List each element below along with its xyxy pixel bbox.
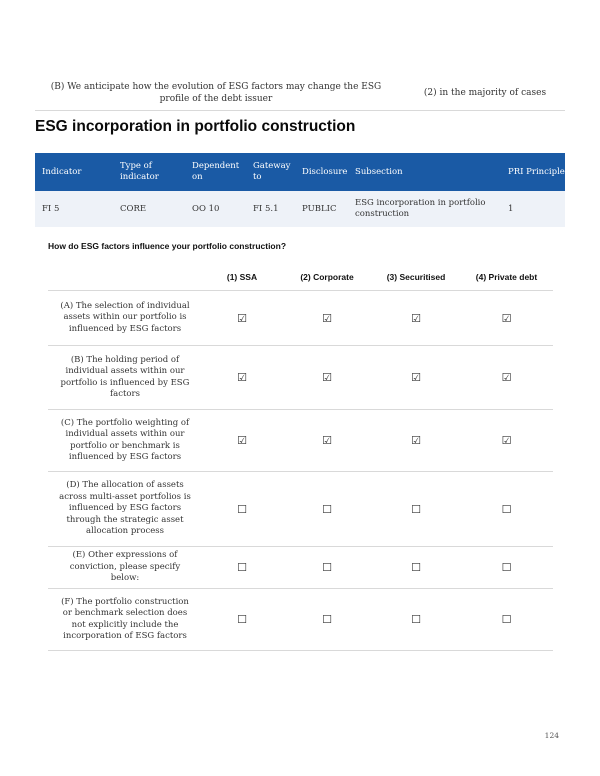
- meta-value-dependent: OO 10: [185, 191, 246, 227]
- checkbox-d-securitised[interactable]: ☐: [372, 472, 460, 547]
- grid-header-blank: [48, 264, 202, 291]
- meta-header-indicator: Indicator: [35, 153, 113, 191]
- grid-row-f: [48, 589, 553, 651]
- meta-header-row: [35, 153, 565, 191]
- checkbox-c-ssa[interactable]: ☑: [202, 410, 282, 472]
- meta-value-disclosure: PUBLIC: [295, 191, 348, 227]
- grid-header-row: [48, 264, 553, 291]
- checkbox-e-private-debt[interactable]: ☐: [460, 547, 553, 589]
- checkbox-c-private-debt[interactable]: ☑: [460, 410, 553, 472]
- meta-header-dependent: Dependent on: [185, 153, 246, 191]
- meta-header-subsection: Subsection: [348, 153, 498, 191]
- checkbox-d-private-debt[interactable]: ☐: [460, 472, 553, 547]
- grid-row-e: [48, 547, 553, 589]
- previous-answer-option: (B) We anticipate how the evolution of ESG factors may change the ESG profile of the debt issuer: [50, 82, 382, 104]
- grid-row-d: [48, 472, 553, 547]
- grid-row-b: [48, 346, 553, 410]
- checkbox-a-ssa[interactable]: ☑: [202, 291, 282, 346]
- checkbox-b-private-debt[interactable]: ☑: [460, 346, 553, 410]
- checkbox-a-corporate[interactable]: ☑: [282, 291, 372, 346]
- row-label-c: (C) The portfolio weighting of individual assets within our portfolio or benchmark is influenced by ESG factors: [48, 410, 202, 472]
- row-label-a: (A) The selection of individual assets within our portfolio is influenced by ESG factors: [48, 291, 202, 346]
- checkbox-e-corporate[interactable]: ☐: [282, 547, 372, 589]
- checkbox-f-securitised[interactable]: ☐: [372, 589, 460, 651]
- meta-value-row: [35, 191, 565, 227]
- row-label-e: (E) Other expressions of conviction, please specify below:: [48, 547, 202, 589]
- checkbox-b-securitised[interactable]: ☑: [372, 346, 460, 410]
- checkbox-f-ssa[interactable]: ☐: [202, 589, 282, 651]
- page-number: 124: [544, 731, 559, 740]
- column-header-private-debt: (4) Private debt: [460, 264, 553, 291]
- column-header-securitised: (3) Securitised: [372, 264, 460, 291]
- meta-value-subsection: ESG incorporation in portfolio construction: [348, 191, 498, 227]
- grid-row-a: [48, 291, 553, 346]
- meta-header-gateway: Gateway to: [246, 153, 295, 191]
- meta-value-type: CORE: [113, 191, 185, 227]
- checkbox-a-securitised[interactable]: ☑: [372, 291, 460, 346]
- row-label-f: (F) The portfolio construction or benchmark selection does not explicitly include the incorporation of ESG factors: [48, 589, 202, 651]
- row-label-b: (B) The holding period of individual assets within our portfolio is influenced by ESG factors: [48, 346, 202, 410]
- meta-header-type: Type of indicator: [113, 153, 185, 191]
- section-title: ESG incorporation in portfolio construction: [35, 118, 356, 135]
- previous-answer-row: [35, 76, 565, 111]
- meta-header-pri-principle: PRI Principle: [498, 153, 565, 191]
- response-grid: [48, 264, 553, 651]
- checkbox-e-ssa[interactable]: ☐: [202, 547, 282, 589]
- checkbox-f-corporate[interactable]: ☐: [282, 589, 372, 651]
- meta-value-indicator: FI 5: [35, 191, 113, 227]
- indicator-meta-table: [35, 153, 565, 227]
- checkbox-d-ssa[interactable]: ☐: [202, 472, 282, 547]
- checkbox-e-securitised[interactable]: ☐: [372, 547, 460, 589]
- meta-value-gateway: FI 5.1: [246, 191, 295, 227]
- row-label-d: (D) The allocation of assets across multi-asset portfolios is influenced by ESG factors through the strategic asset allocation process: [48, 472, 202, 547]
- column-header-corporate: (2) Corporate: [282, 264, 372, 291]
- column-header-ssa: (1) SSA: [202, 264, 282, 291]
- checkbox-b-corporate[interactable]: ☑: [282, 346, 372, 410]
- checkbox-d-corporate[interactable]: ☐: [282, 472, 372, 547]
- grid-row-c: [48, 410, 553, 472]
- checkbox-c-corporate[interactable]: ☑: [282, 410, 372, 472]
- meta-value-pri-principle: 1: [498, 191, 565, 227]
- question-text: How do ESG factors influence your portfolio construction?: [48, 241, 287, 251]
- checkbox-b-ssa[interactable]: ☑: [202, 346, 282, 410]
- checkbox-a-private-debt[interactable]: ☑: [460, 291, 553, 346]
- checkbox-c-securitised[interactable]: ☑: [372, 410, 460, 472]
- checkbox-f-private-debt[interactable]: ☐: [460, 589, 553, 651]
- previous-answer-selection: (2) in the majority of cases: [423, 88, 547, 98]
- meta-header-disclosure: Disclosure: [295, 153, 348, 191]
